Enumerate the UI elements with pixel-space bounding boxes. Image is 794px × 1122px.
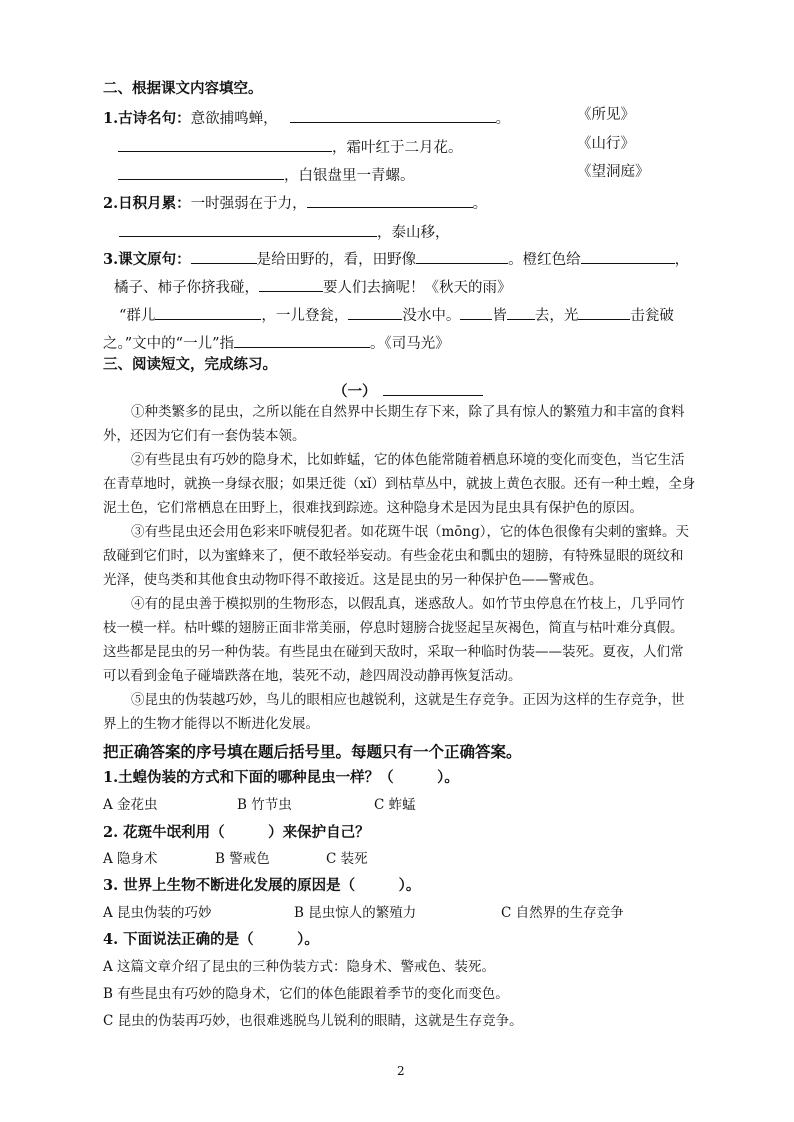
blank-field[interactable] [581, 249, 675, 264]
blank-field[interactable] [416, 249, 508, 264]
title-blank-field[interactable] [383, 381, 483, 396]
question-3: 3. 世界上生物不断进化发展的原因是（ ）。 [103, 877, 421, 894]
q3-l3-d: 皆 [492, 308, 507, 324]
passage-line: 可以看到金龟子碰墙跌落在地，装死不动，趁四周没动静再恢复活动。 [103, 668, 522, 684]
passage-line: ①种类繁多的昆虫，之所以能在自然界中长期生存下来，除了具有惊人的繁殖力和丰富的食料 [131, 404, 685, 420]
question-1: 1.土蝗伪装的方式和下面的哪种昆虫一样？（ ）。 [103, 769, 459, 786]
passage-title [333, 381, 483, 400]
q1-line3 [118, 165, 415, 185]
q4-option-a: A 这篇文章介绍了昆虫的三种伪装方式：隐身术、警戒色、装死。 [103, 959, 496, 975]
question-4: 4. 下面说法正确的是（ ）。 [103, 931, 319, 948]
q2-line2-text: ，泰山移， [377, 225, 450, 241]
q3-line2 [114, 277, 512, 297]
q3-l1-c: ， [674, 252, 690, 268]
q1-line2-text: ，霜叶红于二月花。 [332, 140, 463, 156]
q2-line2 [119, 222, 450, 242]
q3-option-a: A 昆虫伪装的巧妙 [103, 905, 212, 921]
q1-option-a: A 金花虫 [103, 797, 158, 813]
passage-line: 在青草地时，就换一身绿衣服；如果迁徙（xǐ）到枯草丛中，就披上黄色衣服。还有一种土蝗，全身 [103, 476, 696, 492]
q3-l1-a: 是给田野的，看，田野像 [256, 252, 417, 268]
blank-field[interactable] [155, 305, 261, 320]
q1-line3-text: ，白银盘里一青螺。 [284, 168, 415, 184]
q1-line1-text: 意欲捕鸣蝉， [190, 111, 278, 127]
passage-line: 光泽，使鸟类和其他食虫动物吓得不敢接近。这是昆虫的另一种保护色——警戒色。 [103, 572, 603, 588]
q4-option-c: C 昆虫的伪装再巧妙，也很难逃脱鸟儿锐利的眼睛，这就是生存竞争。 [103, 1013, 523, 1029]
q3-line4 [103, 333, 450, 353]
q2-option-c: C 装死 [326, 851, 368, 867]
q1-line2 [118, 137, 463, 157]
instruction: 把正确答案的序号填在题后括号里。每题只有一个正确答案。 [103, 742, 522, 761]
passage-line: 枝一模一样。枯叶蝶的翅膀正面非常美丽，停息时翅膀合拢竖起呈灰褐色，简直与枯叶难分真假。 [103, 620, 684, 636]
q3-option-c: C 自然界的生存竞争 [501, 905, 624, 921]
passage-line: 这些都是昆虫的另一种伪装。有些昆虫在碰到天敌时，采取一种临时伪装——装死。夏夜，人们常 [103, 644, 684, 660]
q1-option-c: C 蚱蜢 [374, 797, 416, 813]
blank-field[interactable] [259, 277, 323, 292]
page-number: 2 [397, 1064, 405, 1078]
passage-line: ⑤昆虫的伪装越巧妙，鸟儿的眼相应也越锐利，这就是生存竞争。正因为这样的生存竞争，世 [131, 692, 685, 708]
passage-line: ④有的昆虫善于模拟别的生物形态，以假乱真，迷惑敌人。如竹节虫停息在竹枝上，几乎同竹 [131, 596, 685, 612]
passage-line: 外，还因为它们有一套伪装本领。 [103, 428, 306, 444]
question-2: 2. 花斑牛氓利用（ ）来保护自己？ [103, 824, 370, 841]
section-heading-reading: 三、阅读短文，完成练习。 [103, 356, 277, 373]
q3-l3-a: “群儿 [119, 308, 156, 324]
q1-option-b: B 竹节虫 [237, 797, 292, 813]
passage-line: 敌碰到它们时，以为蜜蜂来了，便不敢轻举妄动。有些金花虫和瓢虫的翅膀，有特殊显眼的斑纹和 [103, 548, 684, 564]
section-heading-fill-blanks: 二、根据课文内容填空。 [103, 80, 263, 97]
passage-line: 界上的生物才能得以不断进化发展。 [103, 716, 319, 732]
blank-field[interactable] [307, 193, 473, 208]
blank-field[interactable] [507, 305, 535, 320]
blank-field[interactable] [290, 108, 496, 123]
q3-l3-b: ，一儿登瓮， [261, 308, 349, 324]
blank-field[interactable] [460, 305, 492, 320]
q1-line1 [103, 108, 510, 128]
blank-field[interactable] [234, 333, 370, 348]
q2-option-b: B 警戒色 [215, 851, 270, 867]
q3-l4-b: 。《司马光》 [370, 336, 450, 352]
blank-field[interactable] [578, 305, 630, 320]
q3-l2-b: 要人们去摘呢！《秋天的雨》 [323, 280, 512, 296]
q2-line1 [103, 193, 487, 213]
q1-label: 1.古诗名句： [103, 110, 191, 127]
q3-line3 [119, 305, 674, 325]
passage-line: ③有些昆虫还会用色彩来吓唬侵犯者。如花斑牛氓（mōng），它的体色很像有尖刺的蜜蜂。天 [131, 524, 690, 540]
q3-label: 3.课文原句： [103, 251, 191, 268]
passage-line: ②有些昆虫有巧妙的隐身术，比如蚱蜢，它的体色能常随着栖息环境的变化而变色，当它生活 [131, 452, 685, 468]
source-label: 《望洞庭》 [577, 164, 650, 180]
q2-option-a: A 隐身术 [103, 851, 158, 867]
blank-field[interactable] [119, 222, 377, 237]
passage-title-label: （一） [333, 383, 377, 400]
q4-option-b: B 有些昆虫有巧妙的隐身术，它们的体色能跟着季节的变化而变色。 [103, 986, 509, 1002]
q3-l2-a: 橘子、柿子你挤我碰， [114, 280, 259, 296]
q3-l1-b: 。橙红色给 [508, 252, 581, 268]
q2-label: 2.日积月累： [103, 195, 191, 212]
q2-line1-end: 。 [472, 196, 488, 212]
source-label: 《山行》 [577, 136, 635, 152]
q3-line1 [103, 249, 689, 269]
q3-l4-a: 之。”文中的“一儿”指 [103, 336, 234, 352]
blank-field[interactable] [118, 137, 332, 152]
blank-field[interactable] [191, 249, 257, 264]
q3-l3-c: 没水中。 [402, 308, 461, 324]
passage-line: 泥土色，它们常栖息在田野上，很难找到踪迹。这种隐身术是因为昆虫具有保护色的原因。 [103, 500, 643, 516]
q2-line1-text: 一时强弱在于力， [190, 196, 307, 212]
source-label: 《所见》 [577, 107, 635, 123]
blank-field[interactable] [118, 165, 284, 180]
q1-line1-end: 。 [495, 111, 511, 127]
q3-l3-e: 去，光 [534, 308, 579, 324]
q3-l3-f: 击瓮破 [630, 308, 674, 324]
q3-option-b: B 昆虫惊人的繁殖力 [294, 905, 417, 921]
blank-field[interactable] [348, 305, 402, 320]
